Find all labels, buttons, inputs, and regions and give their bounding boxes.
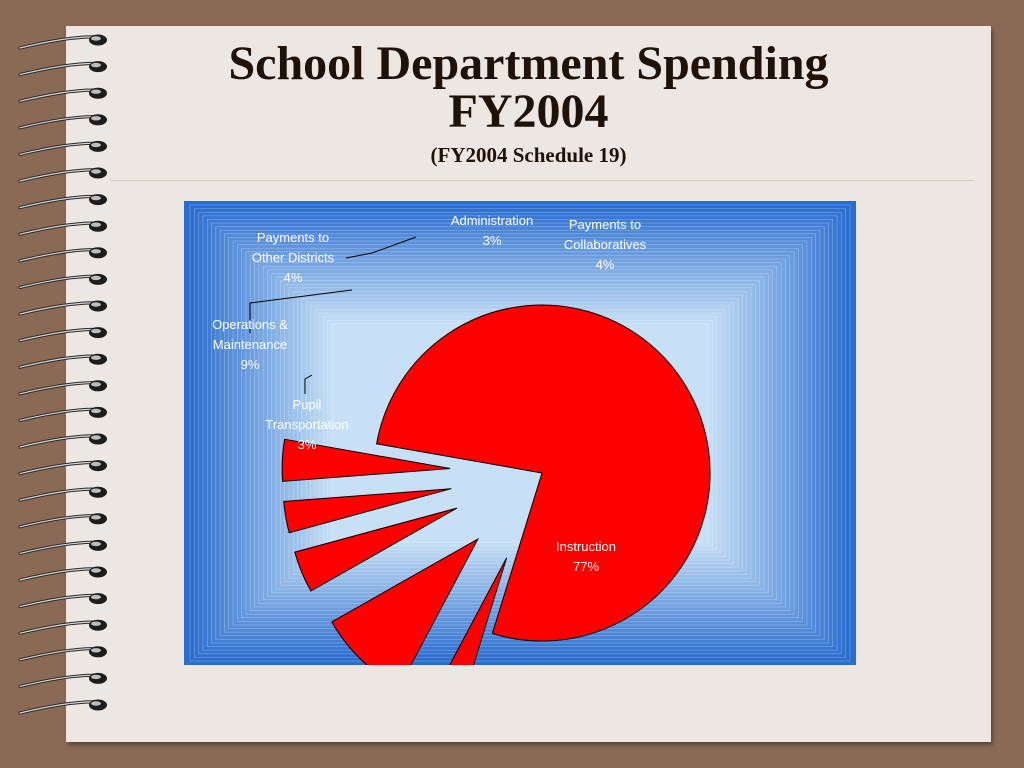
spiral-coil — [20, 168, 107, 182]
spiral-coil — [20, 567, 107, 581]
label-instruction-name: Instruction — [556, 539, 616, 554]
label-other-districts-line1: Payments to — [256, 230, 330, 245]
label-instruction-pct: 77% — [572, 559, 600, 574]
label-pupil-pct: 3% — [297, 437, 317, 452]
spiral-coil — [20, 407, 107, 421]
spiral-coil — [20, 301, 107, 315]
spiral-coil — [20, 460, 107, 474]
title-line-1: School Department Spending — [228, 37, 829, 90]
label-other-districts-line2: Other Districts — [251, 250, 335, 265]
spiral-coil — [20, 354, 107, 368]
title-divider — [110, 180, 974, 181]
spiral-coil — [20, 487, 107, 501]
pie-chart — [184, 201, 856, 665]
label-payments-to-collaboratives — [540, 215, 670, 275]
spiral-coil — [20, 274, 107, 288]
spiral-coil — [20, 593, 107, 607]
label-collaboratives-pct: 4% — [595, 257, 615, 272]
spiral-coil — [20, 434, 107, 448]
spiral-coil — [20, 380, 107, 394]
label-administration-pct: 3% — [482, 233, 502, 248]
spiral-coil — [20, 620, 107, 634]
spiral-coil — [20, 646, 107, 660]
title-line-2: FY2004 — [448, 85, 609, 138]
spiral-coil — [20, 513, 107, 527]
spiral-coil — [20, 247, 107, 260]
label-pupil-line2: Transportation — [265, 417, 349, 432]
slide-title — [66, 37, 991, 138]
spiral-coil — [20, 700, 107, 714]
label-administration — [430, 211, 554, 251]
spiral-coil — [20, 221, 107, 235]
label-operations-line2: Maintenance — [212, 337, 288, 352]
label-operations-maintenance — [190, 315, 310, 375]
label-collaboratives-line1: Payments to — [568, 217, 642, 232]
spiral-coil — [20, 194, 107, 208]
label-pupil-transportation — [244, 395, 370, 455]
spiral-coil — [20, 327, 107, 341]
spiral-coil — [20, 673, 107, 687]
label-other-districts-pct: 4% — [283, 270, 303, 285]
label-payments-to-other-districts — [224, 228, 362, 288]
label-collaboratives-line2: Collaboratives — [563, 237, 647, 252]
label-instruction — [526, 537, 646, 577]
label-administration-name: Administration — [450, 213, 534, 228]
spiral-coil — [20, 540, 107, 554]
label-operations-line1: Operations & — [212, 317, 288, 332]
label-pupil-line1: Pupil — [292, 397, 322, 412]
slide-subtitle: (FY2004 Schedule 19) — [430, 143, 627, 167]
label-operations-pct: 9% — [240, 357, 260, 372]
